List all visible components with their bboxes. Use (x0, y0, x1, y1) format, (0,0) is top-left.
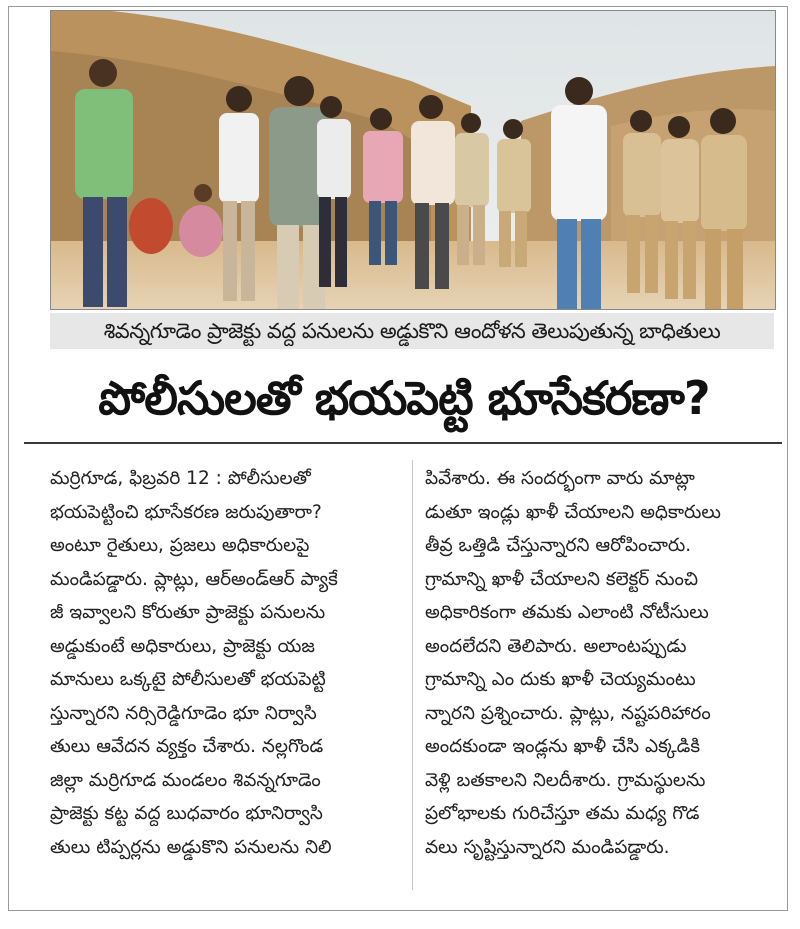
text-line: గ్రామాన్ని ఎం దుకు ఖాళీ చెయ్యమంటు (425, 669, 696, 690)
column-divider (412, 460, 413, 890)
news-photo-icon (51, 11, 775, 309)
text-line: తులు ఆవేదన వ్యక్తం చేశారు. నల్లగొండ (50, 736, 324, 757)
text-line: అడ్డుకుంటే అధికారులు, ప్రాజెక్టు యజ (50, 635, 315, 657)
text-line: డుతూ ఇండ్లు ఖాళీ చేయాలని అధికారులు (425, 501, 721, 523)
headline-divider (24, 442, 782, 444)
text-line: న్నారని ప్రశ్నించారు. ప్లాట్లు, నష్టపరిహారం (425, 702, 711, 724)
text-line: తీవ్ర ఒత్తిడి చేస్తున్నారని ఆరోపించారు. (425, 535, 692, 556)
text-line: తులు టిప్పర్లను అడ్డుకొని పనులను నిలి (50, 836, 332, 858)
text-line: ప్రాజెక్టు కట్ట వద్ద బుధవారం భూనిర్వాసి (50, 803, 323, 824)
text-line: జిల్లా మర్రిగూడ మండలం శివన్నగూడెం (50, 769, 321, 791)
photo-caption: శివన్నగూడెం ప్రాజెక్టు వద్ద పనులను అడ్డుకొని ఆందోళన తెలుపుతున్న బాధితులు (50, 313, 774, 349)
text-line: మండిపడ్డారు. ప్లాట్లు, ఆర్‌అండ్‌ఆర్ ప్యాకే (50, 568, 338, 590)
text-line: మర్రిగూడ, ఫిబ్రవరి 12 : పోలీసులతో (50, 468, 311, 489)
text-line: భయపెట్టించి భూసేకరణ జరుపుతారా? (50, 501, 322, 523)
text-line: మానులు ఒక్కటై పోలీసులతో భయపెట్టి (50, 669, 326, 690)
news-photo (50, 10, 776, 310)
text-line: వలు సృష్టిస్తున్నారని మండిపడ్డారు. (425, 836, 670, 858)
article-column-right (425, 462, 785, 864)
text-line: అంటూ రైతులు, ప్రజలు అధికారులపై (50, 535, 310, 556)
text-line: వెళ్లి బతకాలని నిలదీశారు. గ్రామస్థులను (425, 769, 706, 791)
text-line: స్తున్నారని నర్సిరెడ్డిగూడెం భూ నిర్వాసి (50, 702, 317, 724)
text-line: పివేశారు. ఈ సందర్భంగా వారు మాట్లా (425, 468, 695, 489)
text-line: గ్రామాన్ని ఖాళీ చేయాలని కలెక్టర్ నుంచి (425, 568, 699, 590)
text-line: అందకుండా ఇండ్లను ఖాళీ చేసి ఎక్కడికి (425, 736, 701, 757)
text-line: జీ ఇవ్వాలని కోరుతూ ప్రాజెక్టు పనులను (50, 602, 326, 623)
article-column-left (50, 462, 410, 864)
text-line: అధికారికంగా తమకు ఎలాంటి నోటీసులు (425, 602, 709, 623)
text-line: అందలేదని తెలిపారు. అలాంటప్పుడు (425, 635, 687, 657)
text-line: ప్రలోభాలకు గురిచేస్తూ తమ మధ్య గొడ (425, 803, 700, 824)
article-headline: పోలీసులతో భయపెట్టి భూసేకరణా? (98, 371, 710, 425)
